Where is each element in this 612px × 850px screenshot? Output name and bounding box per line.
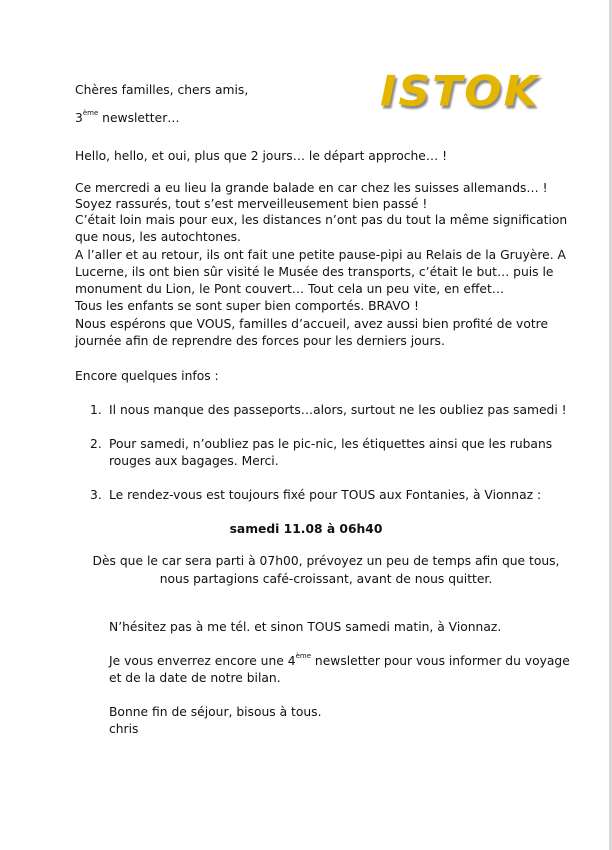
item-text-2-line-2: rouges aux bagages. Merci.	[109, 454, 279, 468]
next-newsletter-pre: Je vous enverrez encore une 4	[109, 654, 296, 668]
para-line-9: journée afin de reprendre des forces pour les derniers jours.	[75, 334, 445, 348]
infos-heading: Encore quelques infos :	[75, 369, 219, 383]
signature: chris	[109, 722, 139, 736]
istok-logo: ISTOK	[380, 67, 540, 116]
para-line-0: Ce mercredi a eu lieu la grande balade en car chez les suisses allemands… !	[75, 181, 548, 195]
para-line-4: A l’aller et au retour, ils ont fait une petite pause-pipi au Relais de la Gruyère. A	[75, 248, 566, 262]
hello-line: Hello, hello, et oui, plus que 2 jours… le départ approche… !	[75, 149, 448, 163]
newsletter-text: newsletter…	[98, 111, 180, 125]
closing-line: Bonne fin de séjour, bisous à tous.	[109, 705, 322, 719]
para-line-6: monument du Lion, le Pont couvert… Tout cela un peu vite, en effet…	[75, 282, 505, 296]
depart-line-2: nous partagions café-croissant, avant de nous quitter.	[159, 572, 493, 586]
item-text-3: Le rendez-vous est toujours fixé pour TOUS aux Fontanies, à Vionnaz :	[109, 488, 542, 502]
para-line-2: C’était loin mais pour eux, les distances n’ont pas du tout la même signification	[75, 213, 568, 227]
next-newsletter-line-2: et de la date de notre bilan.	[109, 671, 281, 685]
item-text-2-line-1: Pour samedi, n’oubliez pas le pic-nic, les étiquettes ainsi que les rubans	[109, 437, 553, 451]
item-number-1: 1.	[90, 403, 102, 417]
date-line: samedi 11.08 à 06h40	[229, 522, 383, 536]
para-line-3: que nous, les autochtones.	[75, 230, 241, 244]
newsletter-number: 3	[75, 111, 83, 125]
newsletter-sup: ème	[82, 109, 99, 117]
next-newsletter-post: newsletter pour vous informer du voyage	[311, 654, 570, 668]
depart-line-1: Dès que le car sera parti à 07h00, prévoyez un peu de temps afin que tous,	[92, 554, 560, 568]
hesitez-line: N’hésitez pas à me tél. et sinon TOUS samedi matin, à Vionnaz.	[109, 620, 502, 634]
next-newsletter-sup: ème	[295, 652, 311, 660]
next-newsletter-line-1	[109, 654, 570, 668]
item-text-1: Il nous manque des passeports…alors, surtout ne les oubliez pas samedi !	[109, 403, 567, 417]
item-number-3: 3.	[90, 488, 102, 502]
para-line-7: Tous les enfants se sont super bien comportés. BRAVO !	[75, 299, 419, 313]
para-line-5: Lucerne, ils ont bien sûr visité le Musée des transports, c’était le but… puis le	[75, 265, 554, 279]
newsletter-line	[75, 111, 180, 125]
para-line-8: Nous espérons que VOUS, familles d’accueil, avez aussi bien profité de votre	[75, 317, 549, 331]
para-line-1: Soyez rassurés, tout s’est merveilleusement bien passé !	[75, 197, 428, 211]
greeting: Chères familles, chers amis,	[75, 83, 249, 97]
item-number-2: 2.	[90, 437, 102, 451]
